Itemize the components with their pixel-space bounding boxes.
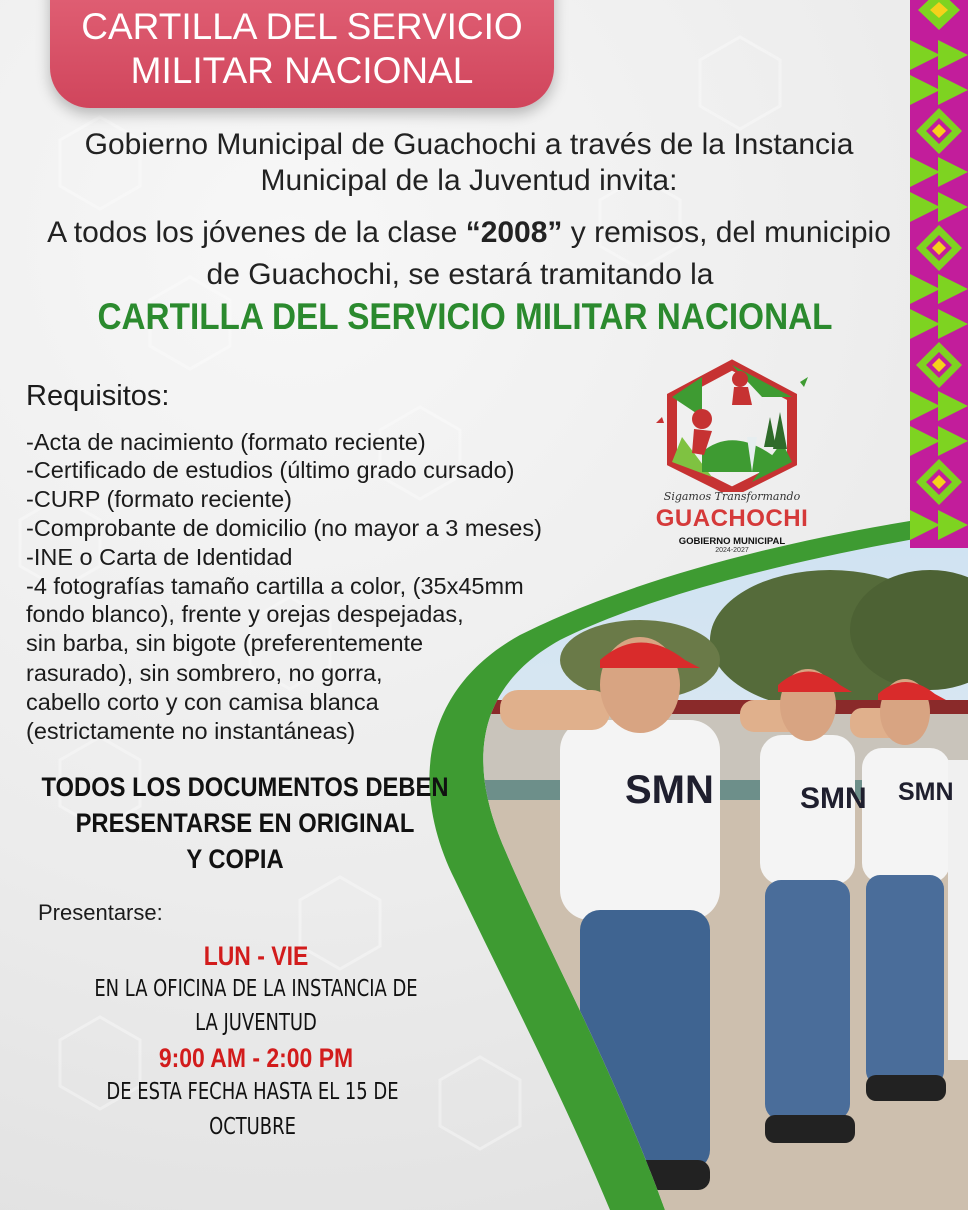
documents-notice-line3: Y COPIA [186, 844, 284, 874]
logo-slogan: Sigamos Transformando [663, 490, 801, 503]
requirement-item: -4 fotografías tamaño cartilla a color, (35x45mm [26, 573, 524, 599]
shirt-label-1: SMN [625, 768, 714, 812]
intro-line4: de Guachochi, se estará tramitando la [206, 258, 714, 291]
requirement-item: (estrictamente no instantáneas) [26, 718, 356, 744]
logo-years: 2024-2027 [715, 547, 749, 554]
logo-subtitle: GOBIERNO MUNICIPAL [678, 536, 786, 547]
schedule-days: LUN - VIE [203, 941, 309, 971]
logo-name: GUACHOCHI [655, 505, 809, 532]
requirement-item: cabello corto y con camisa blanca [26, 689, 379, 715]
requirements-heading: Requisitos: [26, 380, 170, 412]
header-title-line1: CARTILLA DEL SERVICIO [81, 6, 523, 47]
requirement-item: -Certificado de estudios (último grado cursado) [26, 457, 515, 483]
main-title: CARTILLA DEL SERVICIO MILITAR NACIONAL [97, 296, 833, 337]
class-year: “2008” [465, 216, 563, 249]
shirt-label-2: SMN [800, 782, 867, 815]
intro-line3-post: y remisos, del municipio [562, 216, 891, 249]
schedule-until-line1: DE ESTA FECHA HASTA EL 15 DE [106, 1079, 399, 1105]
schedule-place-line1: EN LA OFICINA DE LA INSTANCIA DE [94, 976, 418, 1002]
intro-line1: Gobierno Municipal de Guachochi a través de la Instancia [84, 128, 854, 161]
requirement-item: fondo blanco), frente y orejas despejadas, [26, 601, 464, 627]
logo-emblem-icon [652, 357, 812, 492]
requirement-item: -CURP (formato reciente) [26, 486, 292, 512]
intro-line3 [0, 216, 938, 250]
schedule-until-line2: OCTUBRE [209, 1114, 296, 1140]
intro-line3-pre: A todos los jóvenes de la clase [47, 216, 466, 249]
presentarse-label: Presentarse: [38, 900, 163, 925]
requirement-item: -INE o Carta de Identidad [26, 544, 293, 570]
documents-notice-line2: PRESENTARSE EN ORIGINAL [75, 808, 415, 838]
requirement-item: -Acta de nacimiento (formato reciente) [26, 429, 426, 455]
header-title-line2: MILITAR NACIONAL [130, 50, 474, 91]
schedule-hours: 9:00 AM - 2:00 PM [158, 1043, 354, 1073]
requirement-item: -Comprobante de domicilio (no mayor a 3 meses) [26, 515, 542, 541]
shirt-label-3: SMN [898, 778, 954, 806]
requirement-item: rasurado), sin sombrero, no gorra, [26, 660, 383, 686]
guachochi-logo [652, 357, 812, 557]
schedule-place-line2: LA JUVENTUD [195, 1010, 317, 1036]
requirement-item: sin barba, sin bigote (preferentemente [26, 630, 424, 656]
intro-line2: Municipal de la Juventud invita: [260, 164, 678, 197]
documents-notice-line1: TODOS LOS DOCUMENTOS DEBEN [41, 772, 449, 802]
header-banner [50, 0, 554, 108]
